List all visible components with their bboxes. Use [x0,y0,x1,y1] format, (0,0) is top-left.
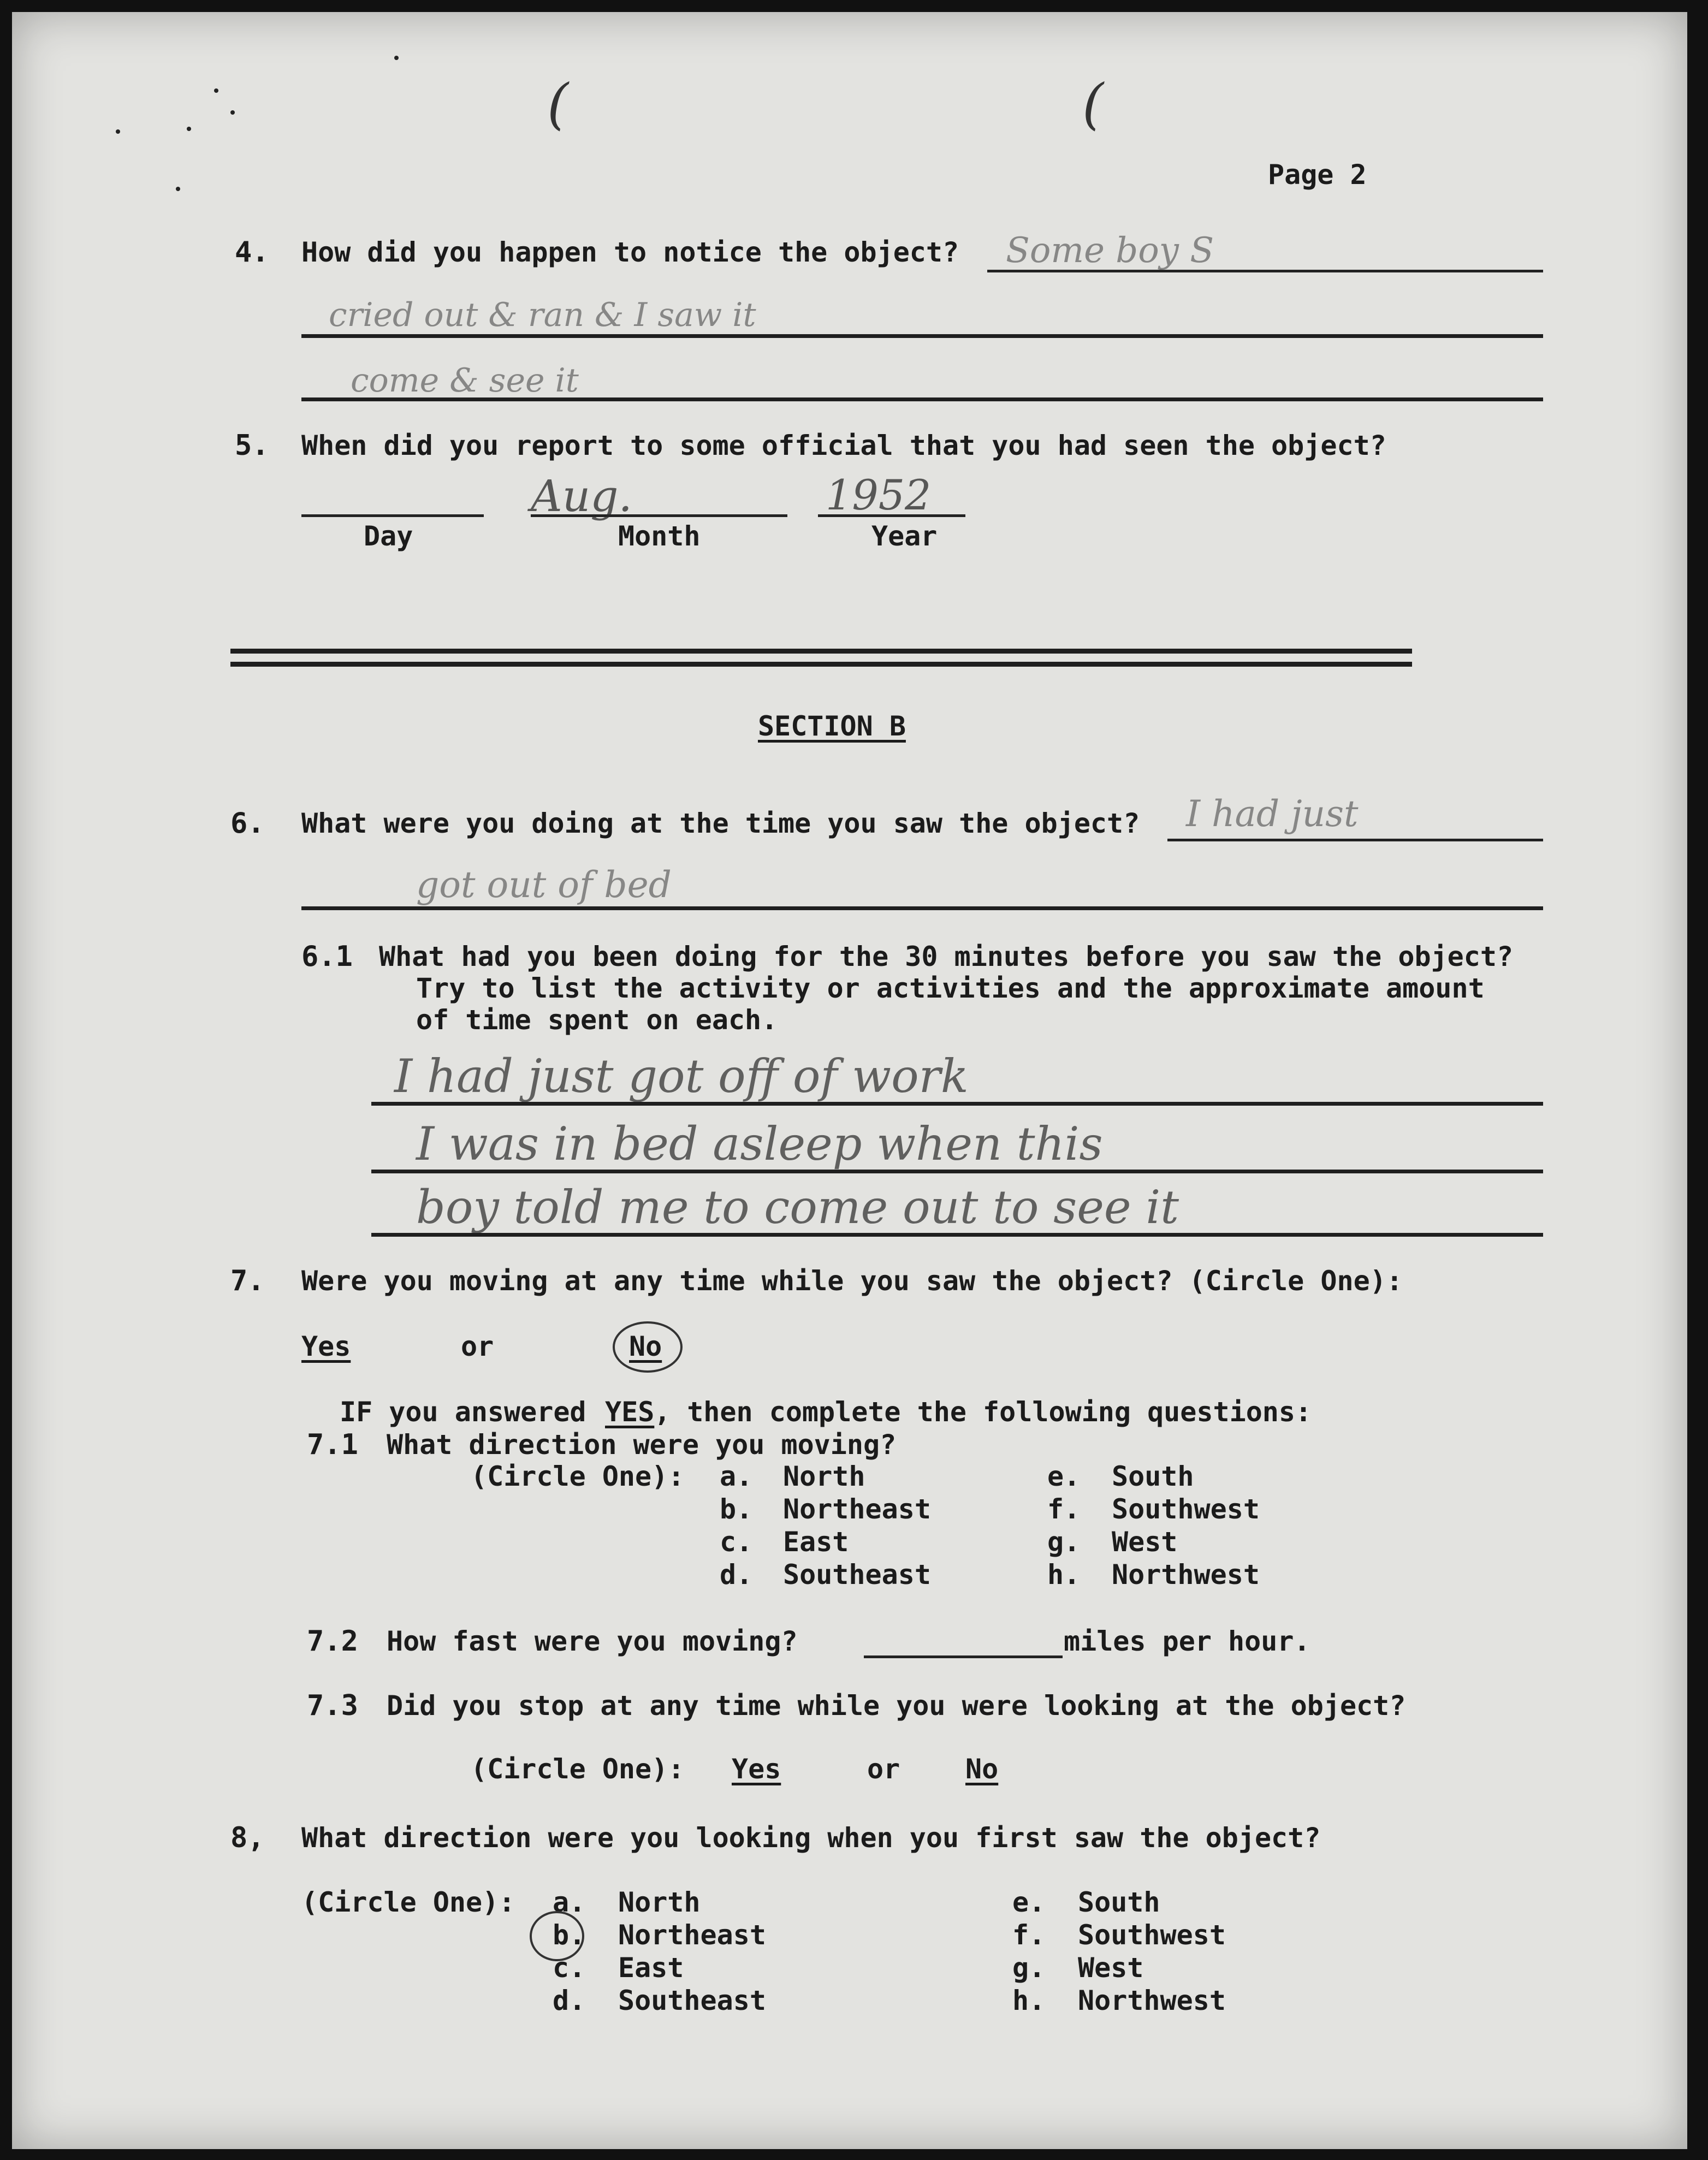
q7-yes-option[interactable]: Yes [301,1331,351,1362]
speck [187,127,191,131]
q5-year-label: Year [871,520,938,552]
q6-1-number: 6.1 [301,940,353,973]
q7-3-or: or [867,1753,900,1785]
option-label: Southeast [783,1559,931,1591]
q4-number: 4. [235,236,269,269]
option-letter: b. [720,1493,753,1525]
option-letter: b. [553,1919,586,1951]
q7-1-number: 7.1 [307,1428,358,1461]
q7-1-question: What direction were you moving? [387,1429,897,1461]
option-label: Northeast [618,1919,766,1951]
q6-1-answer-3: boy told me to come out to see it [416,1180,1179,1234]
q7-2-question: How fast were you moving? [387,1625,798,1657]
q6-answer-line-2 [301,906,1543,910]
q8-question: What direction were you looking when you first saw the object? [301,1822,1321,1854]
q5-year-value: 1952 [826,471,932,519]
option-letter: f. [1047,1493,1081,1525]
option-letter: d. [720,1559,753,1591]
q4-answer-line-2 [301,334,1543,338]
q5-day-line [301,514,484,517]
option-letter: g. [1012,1952,1046,1984]
speck [230,110,235,115]
q6-1-question-line-3: of time spent on each. [416,1004,778,1036]
option-label: Southwest [1078,1919,1226,1951]
q8-circle-one: (Circle One): [301,1886,515,1918]
option-label: North [618,1886,701,1918]
option-letter: h. [1012,1985,1046,2016]
q6-1-question-line-1: What had you been doing for the 30 minutes before you saw the object? [379,941,1514,972]
q5-month-label: Month [618,520,701,552]
q6-number: 6. [230,807,265,840]
q7-question: Were you moving at any time while you saw the object? (Circle One): [301,1265,1403,1297]
page-label: Page 2 [1268,159,1367,191]
option-letter: a. [720,1461,753,1492]
q6-1-answer-1: I had just got off of work [394,1049,969,1103]
option-label: Northeast [783,1493,931,1525]
option-label: Southwest [1112,1493,1260,1525]
option-letter: c. [553,1952,586,1984]
q4-answer-1: Some boy S [1006,230,1214,271]
q4-answer-2: cried out & ran & I saw it [329,296,756,334]
q7-3-question: Did you stop at any time while you were looking at the object? [387,1690,1406,1722]
q6-answer-2: got out of bed [416,864,672,906]
option-label: North [783,1461,865,1492]
option-label: Northwest [1078,1985,1226,2016]
option-label: Southeast [618,1985,766,2016]
q7-3-yes-option[interactable]: Yes [732,1753,781,1785]
speck [176,187,180,191]
q8-number: 8, [230,1821,265,1854]
q7-3-number: 7.3 [307,1689,358,1722]
section-title: SECTION B [758,710,906,742]
q6-1-question-line-2: Try to list the activity or activities and the approximate amount [416,972,1485,1004]
q6-answer-1: I had just [1186,793,1359,835]
paren-mark: ( [1082,72,1104,136]
q5-month-value: Aug. [531,471,632,521]
speck [394,56,399,60]
q5-day-label: Day [364,520,413,552]
q6-answer-line-1 [1167,839,1543,841]
speck [116,129,120,134]
q7-no-option[interactable]: No [629,1331,662,1362]
option-label: West [1078,1952,1144,1984]
q7-number: 7. [230,1265,265,1297]
option-label: East [618,1952,684,1984]
option-letter: d. [553,1985,586,2016]
option-letter: e. [1047,1461,1081,1492]
q4-question: How did you happen to notice the object? [301,236,959,268]
option-letter: h. [1047,1559,1081,1591]
q7-if-yes: YES [605,1396,655,1428]
q6-1-answer-2: I was in bed asleep when this [416,1117,1103,1171]
option-letter: c. [720,1526,753,1558]
q5-number: 5. [235,429,269,462]
paren-mark: ( [547,72,569,136]
q7-3-circle-one: (Circle One): [471,1753,685,1785]
separator-line [230,662,1412,667]
q7-or: or [461,1331,494,1362]
option-label: South [1112,1461,1194,1492]
option-label: South [1078,1886,1160,1918]
option-letter: g. [1047,1526,1081,1558]
separator-line [230,649,1412,654]
q7-no-circle-mark [613,1321,683,1373]
speck [214,88,218,93]
q7-2-number: 7.2 [307,1625,358,1658]
option-label: West [1112,1526,1178,1558]
q7-if-suffix: , then complete the following questions: [654,1396,1312,1428]
q6-question: What were you doing at the time you saw the object? [301,808,1140,839]
form-page [12,12,1687,2149]
option-label: East [783,1526,849,1558]
q7-3-no-option[interactable]: No [965,1753,999,1785]
option-label: Northwest [1112,1559,1260,1591]
q5-question: When did you report to some official that you had seen the object? [301,430,1386,461]
q4-answer-3: come & see it [351,361,579,400]
q7-2-speed-field[interactable] [864,1655,1063,1658]
q7-if-prefix: IF you answered [340,1396,586,1428]
q7-2-unit: miles per hour. [1064,1625,1310,1657]
option-letter: a. [553,1886,586,1918]
option-letter: f. [1012,1919,1046,1951]
q7-1-circle-one: (Circle One): [471,1461,685,1492]
option-letter: e. [1012,1886,1046,1918]
